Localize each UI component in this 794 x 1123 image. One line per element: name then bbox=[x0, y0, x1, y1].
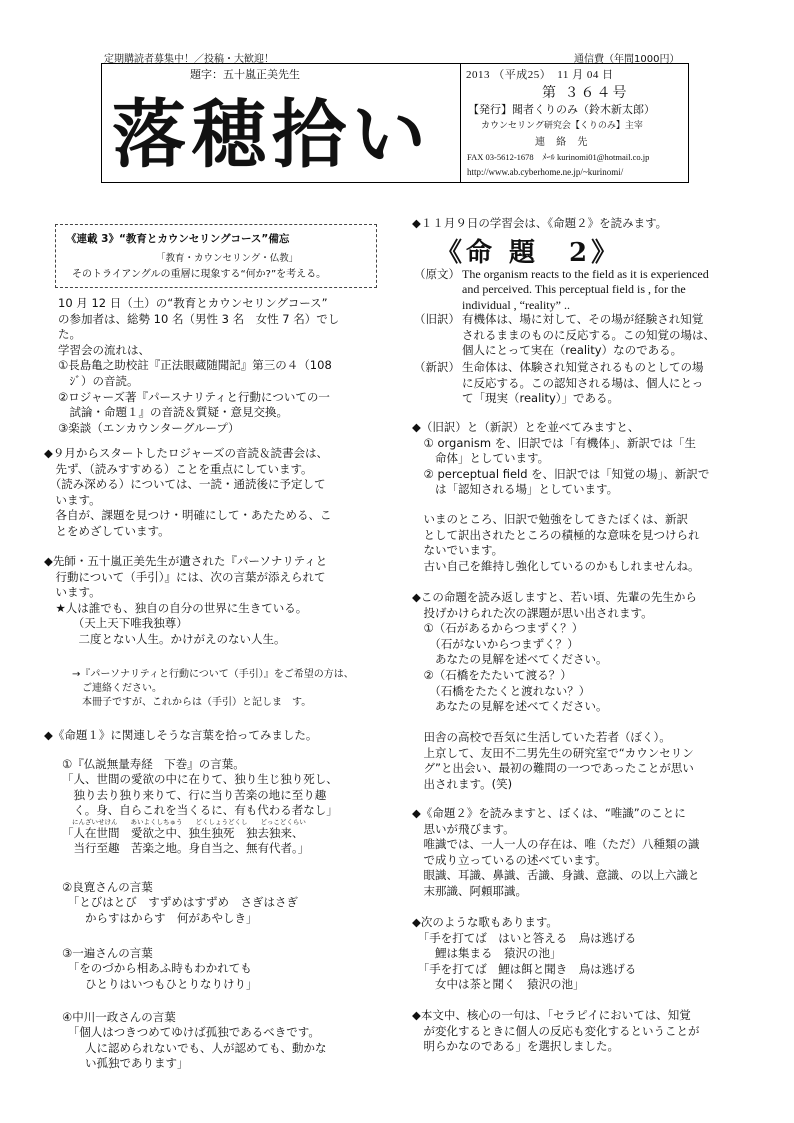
nakagawa-quote-line: ④中川一政さんの言葉 bbox=[62, 1010, 176, 1024]
ippen-quote-line: ③一遍さんの言葉 bbox=[62, 946, 153, 960]
yuishiki-line: 眼識、耳識、鼻識、舌識、身識、意識、の以上六識と bbox=[412, 868, 700, 883]
stone-question-line: 投げかけられた次の課題が思い出されます。 bbox=[412, 605, 653, 620]
stone-question-line: （石橋をたたくと渡れない？） bbox=[412, 683, 591, 698]
song-line: ◆次のような歌もあります。 bbox=[412, 915, 558, 929]
related-words-heading: ◆《命題１》に関連しそうな言葉を拾ってみました。 bbox=[44, 728, 318, 742]
reflection-line: 古い自己を維持し強化しているのかもしれませんね。 bbox=[412, 558, 700, 573]
teacher-words-line: ★人は誰でも、独自の自分の世界に生きている。 bbox=[44, 600, 308, 615]
ippen-quote-line: ひとりはいつもひとりなりけり」 bbox=[62, 976, 258, 991]
comparison-line: 命体」としています。 bbox=[412, 451, 550, 466]
sutra-kanbun-line: 「人在世間 愛欲之中、独生独死 独去独来、 bbox=[62, 826, 304, 840]
comparison-line: ② perceptual field を、旧訳では「知覚の場」、新訳で bbox=[412, 466, 710, 481]
issue-date: 2013 （平成25） 11 月 04 日 bbox=[466, 69, 614, 81]
subscription-notice: 定期購読者募集中！／投稿・大歓迎！ bbox=[104, 54, 274, 65]
website-url[interactable]: http://www.ab.cyberhome.ne.jp/~kurinomi/ bbox=[467, 167, 624, 177]
ryokan-quote-line: ②良寛さんの言葉 bbox=[62, 880, 153, 894]
old-translation-line: 個人にとって実在（reality）なのである。 bbox=[462, 343, 683, 358]
new-translation-label: （新訳） bbox=[414, 360, 460, 374]
study-meeting-line: ｼﾞ）の音読。 bbox=[58, 374, 139, 388]
study-meeting-line: の参加者は、総勢 10 名（男性 3 名 女性 7 名）でし bbox=[58, 311, 340, 326]
stone-question-line: ◆この命題を読み返しますと、若い頃、先輩の先生から bbox=[412, 590, 697, 604]
study-meeting-line: 学習会の流れは、 bbox=[58, 342, 150, 357]
reading-group-line: とをめざしています。 bbox=[44, 524, 170, 538]
masthead-logo bbox=[112, 86, 452, 176]
stone-question-line: （石がないからつまずく？） bbox=[412, 636, 579, 651]
original-english-line: The organism reacts to the field as it is experienced bbox=[462, 267, 709, 281]
new-translation-line: て「現実（reality）」である。 bbox=[462, 391, 620, 406]
serial-title: 《連載 3》“教育とカウンセリングコース”備忘 bbox=[66, 233, 290, 245]
memory-line: 上京して、友田不二男先生の研究室で“カウンセリン bbox=[412, 745, 694, 760]
proposition-title: 《命 題 2》 bbox=[436, 238, 622, 268]
stone-question-line: ①（石があるからつまずく？） bbox=[412, 621, 584, 636]
sutra-quote-line: ①『仏説無量寿経 下巻』の言葉。 bbox=[62, 757, 245, 771]
original-english-line: individual , “reality” .. bbox=[462, 297, 570, 312]
ippen-quote-line: 「をのづから相あふ時もわかれても bbox=[62, 961, 252, 976]
serial-box bbox=[55, 224, 377, 288]
original-english-line: and perceived. This perceptual field is , for the bbox=[462, 282, 686, 297]
teacher-words-line: ◆先師・五十嵐正美先生が遺された『パーソナリティと bbox=[44, 554, 328, 568]
reading-group-line: （読み深める）については、一読・通読後に予定して bbox=[44, 477, 326, 492]
song-line: 「手を打てば 鯉は餌と聞き 鳥は逃げる bbox=[412, 961, 637, 976]
handbook-note-line: ご連絡ください。 bbox=[72, 683, 162, 694]
logo-lettering: 落穂拾い bbox=[112, 92, 432, 176]
song-line: 女中は茶と聞く 猿沢の池」 bbox=[412, 977, 585, 992]
ryokan-quote-line: からすはからす 何があやしき」 bbox=[62, 910, 258, 925]
old-translation-line: されるままのものに反応する。この知覚の場は、 bbox=[462, 327, 715, 342]
nakagawa-quote-line: 人に認められないでも、人が認めても、動かな bbox=[62, 1040, 327, 1055]
yuishiki-line: 唯識では、一人一人の存在は、唯（ただ）八種類の識 bbox=[412, 837, 700, 852]
fax-email: FAX 03-5612-1678 ﾒｰﾙ kurinomi01@hotmail.co.jp bbox=[467, 152, 650, 162]
memory-line: グ”と出会い、最初の難問の一つであったことが思い bbox=[412, 761, 694, 776]
reading-group-line: 各自が、課題を見つけ・明確にして・あたためる、こ bbox=[44, 508, 332, 523]
yuishiki-line: で成り立っているの述べています。 bbox=[412, 852, 607, 867]
teacher-words-line: 行動について（手引）』には、次の言葉が添えられて bbox=[44, 569, 326, 584]
fee-notice: 通信費（年間1000円） bbox=[574, 54, 680, 65]
original-label: （原文） bbox=[414, 267, 460, 281]
study-meeting-line: ③楽談（エンカウンターグループ） bbox=[58, 420, 240, 435]
sutra-quote-line: 独り去り独り来りて、行に当り苦楽の地に至り趣 bbox=[62, 787, 327, 802]
memory-line: 田舎の高校で吾気に生活していた若者（ぼく）。 bbox=[412, 730, 671, 744]
handbook-note-line: 本冊子ですが、これからは（手引）と記しま す。 bbox=[72, 697, 312, 708]
stone-question-line: ②（石橋をたたいて渡る？） bbox=[412, 668, 572, 682]
nakagawa-quote-line: い孤独であります」 bbox=[62, 1056, 189, 1071]
comparison-line: ◆（旧訳）と（新訳）とを並べてみますと、 bbox=[412, 420, 640, 434]
comparison-line: ① organism を、旧訳では「有機体」、新訳では「生 bbox=[412, 435, 696, 450]
sutra-kanbun-line: 当行至趣 苦楽之地。身自当之、無有代者。」 bbox=[62, 841, 310, 856]
comparison-line: は「認知される場」としています。 bbox=[412, 482, 619, 497]
study-meeting-line: た。 bbox=[58, 327, 81, 342]
issue-number: 第 ３６４号 bbox=[542, 85, 629, 101]
old-translation-label: （旧訳） bbox=[414, 312, 460, 326]
sutra-quote-line: 「人、世間の愛欲の中に在りて、独り生じ独り死し、 bbox=[62, 772, 338, 787]
study-meeting-line: 試論・命題１』の音読＆質疑・意見交換。 bbox=[58, 405, 288, 420]
contact-heading: 連 絡 先 bbox=[535, 137, 592, 148]
calligrapher-credit: 題字：五十嵐正美先生 bbox=[190, 68, 300, 81]
serial-description: そのトライアングルの重層に現象する“何か?”を考える。 bbox=[72, 269, 327, 280]
handbook-note-line: →『パーソナリティと行動について（手引）』をご希望の方は、 bbox=[72, 669, 354, 680]
study-meeting-line: ①長島亀之助校註『正法眼蔵随聞記』第三の４（108 bbox=[58, 358, 332, 373]
teacher-words-line: います。 bbox=[44, 585, 101, 600]
ruby-reading: にんざいせけん あいよくしちゅう どくしょうどくし どっこどくらい bbox=[72, 818, 306, 826]
core-phrase-line: ◆本文中、核心の一句は、「セラピイにおいては、知覚 bbox=[412, 1008, 691, 1022]
core-phrase-line: 明らかなのである」を選択しました。 bbox=[412, 1039, 619, 1054]
reflection-line: として訳出されたところの積極的な意味を見つけられ bbox=[412, 527, 700, 542]
meeting-intro: ◆１１月９日の学習会は、《命題２》を読みます。 bbox=[412, 216, 668, 230]
study-meeting-line: 10 月 12 日（土）の“教育とカウンセリングコース” bbox=[58, 296, 328, 310]
reflection-line: ないでいます。 bbox=[412, 543, 504, 558]
reading-group-line: います。 bbox=[44, 492, 101, 507]
nakagawa-quote-line: 「個人はつきつめてゆけば孤独であるべきです。 bbox=[62, 1025, 320, 1040]
core-phrase-line: が変化するときに個人の反応も変化するということが bbox=[412, 1023, 700, 1038]
teacher-words-line: （天上天下唯我独尊） bbox=[44, 616, 188, 631]
sutra-quote-line: く。身、自らこれを当くるに、有も代わる者なし」 bbox=[62, 803, 338, 818]
memory-line: 出されます。(笑) bbox=[412, 776, 513, 791]
reading-group-line: 先ず、（読みすすめる）ことを重点にしています。 bbox=[44, 461, 313, 476]
new-translation-line: 生命体は、体験され知覚されるものとしての場 bbox=[462, 360, 704, 374]
yuishiki-line: ◆《命題２》を読みますと、ぼくは、“唯識”のことに bbox=[412, 806, 686, 820]
serial-subtitle: 「教育・カウンセリング・仏教」 bbox=[156, 253, 299, 264]
masthead-divider bbox=[460, 63, 461, 183]
ryokan-quote-line: 「とびはとび すずめはすずめ さぎはさぎ bbox=[62, 895, 298, 910]
old-translation-line: 有機体は、場に対して、その場が経験され知覚 bbox=[462, 312, 704, 326]
yuishiki-line: 思いが飛びます。 bbox=[412, 821, 515, 836]
song-line: 「手を打てば はいと答える 鳥は逃げる bbox=[412, 930, 637, 945]
song-line: 鯉は集まる 猿沢の池」 bbox=[412, 946, 562, 961]
reading-group-line: ◆９月からスタートしたロジャーズの音読＆読書会は、 bbox=[44, 446, 329, 460]
study-meeting-line: ②ロジャーズ著『パースナリティと行動についての一 bbox=[58, 389, 330, 404]
teacher-words-line: 二度とない人生。かけがえのない人生。 bbox=[44, 632, 286, 646]
stone-question-line: あなたの見解を述べてください。 bbox=[412, 699, 608, 714]
new-translation-line: に反応する。この認知される場は、個人にとっ bbox=[462, 375, 704, 390]
yuishiki-line: 末那識、阿頼耶識。 bbox=[412, 884, 527, 898]
stone-question-line: あなたの見解を述べてください。 bbox=[412, 652, 608, 667]
organization: カウンセリング研究会【くりのみ】主宰 bbox=[481, 121, 643, 131]
reflection-line: いまのところ、旧訳で勉強をしてきたぼくは、新訳 bbox=[412, 512, 688, 526]
publisher: 【発行】聞者くりのみ（鈴木新太郎） bbox=[468, 103, 655, 116]
